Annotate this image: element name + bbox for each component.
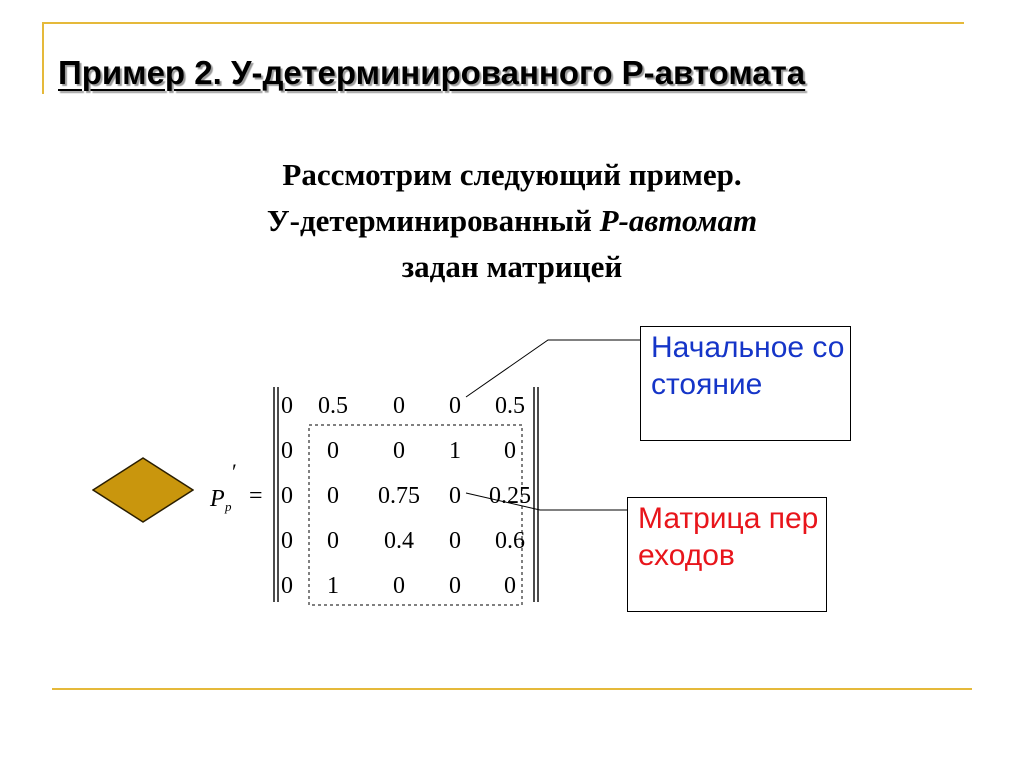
intro-line-2-text: У-детерминированный	[266, 203, 600, 238]
matrix-cell: 0	[393, 393, 405, 419]
matrix-cell: 0	[281, 438, 293, 464]
matrix-cell: 0.25	[489, 483, 531, 509]
matrix-cell: 0	[393, 438, 405, 464]
transition-block-outline	[309, 425, 522, 605]
matrix-cell: 0	[281, 483, 293, 509]
matrix-cell: 0.6	[495, 528, 525, 554]
intro-line-2	[112, 198, 912, 244]
matrix-cell: 0	[449, 573, 461, 599]
matrix-cell: 0	[449, 483, 461, 509]
matrix-symbol: P	[210, 486, 225, 512]
matrix-cell: 0.4	[384, 528, 414, 554]
matrix-cell: 0	[327, 438, 339, 464]
matrix-cell: 1	[327, 573, 339, 599]
matrix-cell: 0	[449, 393, 461, 419]
matrix-cell: 0.5	[495, 393, 525, 419]
matrix-formula	[200, 380, 545, 610]
matrix-cell: 0	[281, 393, 293, 419]
matrix-cell: 1	[449, 438, 461, 464]
matrix-cell: 0	[504, 438, 516, 464]
matrix-cells	[281, 393, 531, 599]
intro-line-3: задан матрицей	[401, 249, 623, 284]
frame-bottom-line	[52, 688, 972, 690]
matrix-cell: 0	[281, 528, 293, 554]
automaton-term: Р-автомат	[599, 203, 758, 238]
intro-text	[112, 152, 912, 290]
diamond-icon	[92, 457, 194, 523]
slide-title: Пример 2. У-детерминированного Р-автомата	[58, 54, 806, 91]
matrix-subscript: p	[225, 499, 232, 514]
initial-state-callout: Начальное состояние	[640, 326, 851, 441]
matrix-cell: 0.5	[318, 393, 348, 419]
matrix-cell: 0	[449, 528, 461, 554]
matrix-equals: =	[249, 483, 263, 509]
transition-matrix-callout: Матрица переходов	[627, 497, 827, 612]
frame-top-line	[42, 22, 964, 24]
frame-left-line	[42, 22, 44, 94]
matrix-cell: 0	[393, 573, 405, 599]
matrix-cell: 0.75	[378, 483, 420, 509]
matrix-cell: 0	[327, 483, 339, 509]
matrix-cell: 0	[504, 573, 516, 599]
intro-line-1: Рассмотрим следующий пример.	[282, 157, 742, 192]
matrix-prime: ′	[232, 459, 237, 484]
matrix-cell: 0	[281, 573, 293, 599]
matrix-cell: 0	[327, 528, 339, 554]
